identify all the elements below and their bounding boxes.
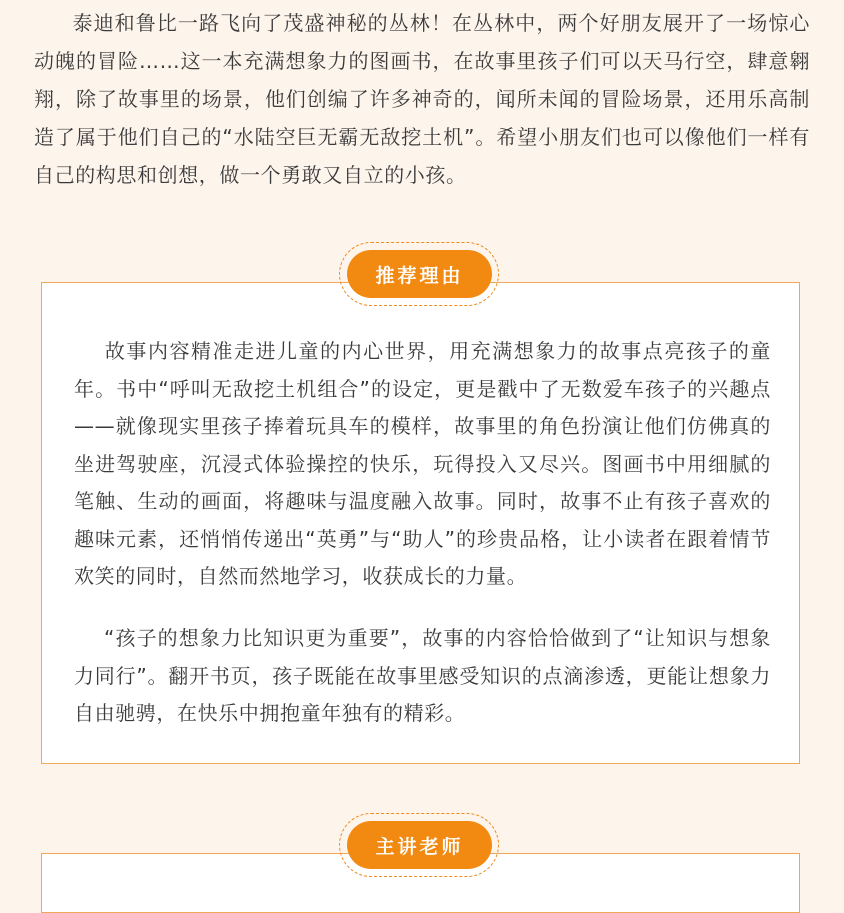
- teacher-header-pill: [347, 821, 492, 869]
- recommend-section-header: [339, 242, 501, 308]
- recommend-paragraph-1-text: 故事内容精准走进儿童的内心世界，用充满想象力的故事点亮孩子的童年。书中“呼叫无敌挖土机组合”的设定，更是戳中了无数爱车孩子的兴趣点——就像现实里孩子捧着玩具车的模样，故事里的角色扮演让他们仿佛真的坐进驾驶座，沉浸式体验操控的快乐，玩得投入又尽兴。图画书中用细腻的笔触、生动的画面，将趣味与温度融入故事。同时，故事不止有孩子喜欢的趣味元素，还悄悄传递出“英勇”与“助人”的珍贵品格，让小读者在跟着情节欢笑的同时，自然而然地学习，收获成长的力量。: [74, 339, 771, 588]
- recommend-section-title: 推荐理由: [375, 264, 464, 287]
- recommend-paragraph-1: [74, 333, 771, 596]
- recommend-paragraph-2: [74, 620, 771, 733]
- recommend-box: [41, 282, 800, 764]
- teacher-section-header: [339, 813, 501, 879]
- intro-paragraph: [34, 4, 810, 194]
- recommend-header-pill: [347, 250, 492, 298]
- teacher-section-title: 主讲老师: [375, 835, 464, 858]
- intro-text: 泰迪和鲁比一路飞向了茂盛神秘的丛林！在丛林中，两个好朋友展开了一场惊心动魄的冒险……这一本充满想象力的图画书，在故事里孩子们可以天马行空，肆意翱翔，除了故事里的场景，他们创编了许多神奇的，闻所未闻的冒险场景，还用乐高制造了属于他们自己的“水陆空巨无霸无敌挖土机”。希望小朋友们也可以像他们一样有自己的构思和创想，做一个勇敢又自立的小孩。: [34, 11, 810, 187]
- recommend-paragraph-2-text: “孩子的想象力比知识更为重要”，故事的内容恰恰做到了“让知识与想象力同行”。翻开书页，孩子既能在故事里感受知识的点滴渗透，更能让想象力自由驰骋，在快乐中拥抱童年独有的精彩。: [74, 626, 771, 725]
